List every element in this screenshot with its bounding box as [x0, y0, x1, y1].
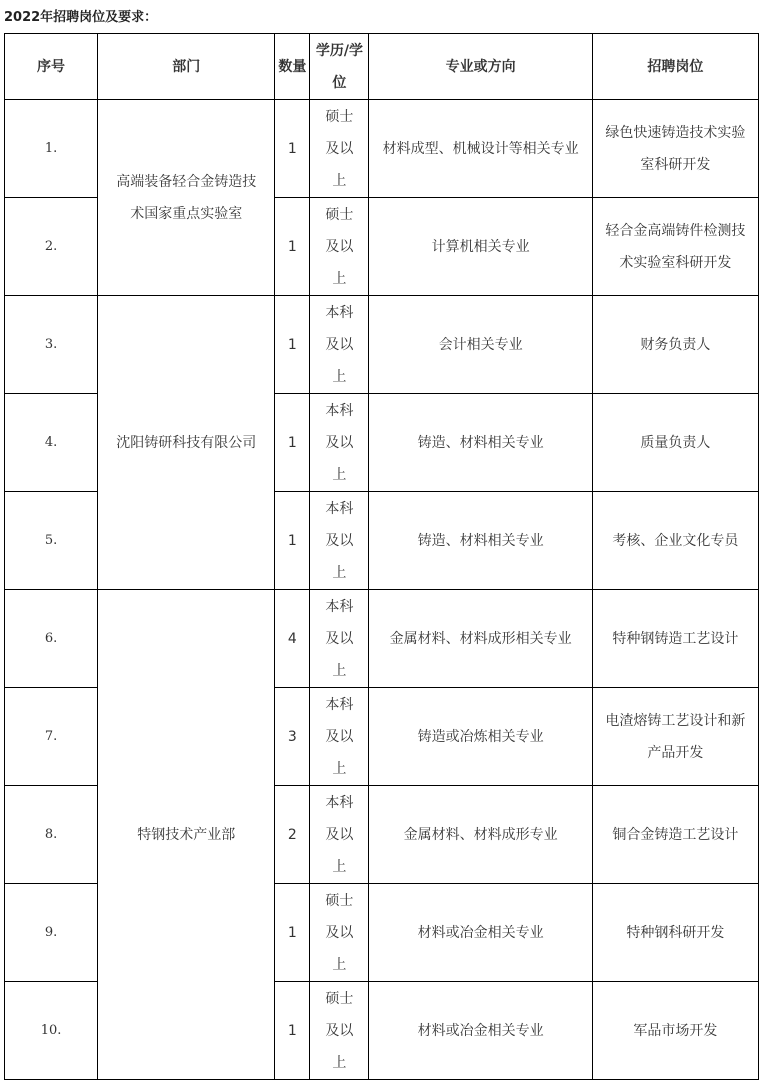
- row-seq: 6.: [5, 590, 98, 688]
- row-edu: 本科及以上: [310, 786, 369, 884]
- row-edu: 本科及以上: [310, 296, 369, 394]
- row-edu: 硕士及以上: [310, 982, 369, 1080]
- row-major: 铸造、材料相关专业: [369, 492, 592, 590]
- row-position: 电渣熔铸工艺设计和新产品开发: [592, 688, 758, 786]
- row-count: 2: [275, 786, 310, 884]
- table-header-row: [5, 34, 759, 100]
- row-edu: 本科及以上: [310, 688, 369, 786]
- intro-text: 2022年招聘岗位及要求：: [4, 10, 158, 25]
- row-major: 铸造、材料相关专业: [369, 394, 592, 492]
- header-count: 数量: [275, 34, 310, 100]
- header-dept: 部门: [98, 34, 275, 100]
- row-edu: 本科及以上: [310, 590, 369, 688]
- header-major: 专业或方向: [369, 34, 592, 100]
- header-position: 招聘岗位: [592, 34, 758, 100]
- row-seq: 10.: [5, 982, 98, 1080]
- row-edu: 硕士及以上: [310, 100, 369, 198]
- row-major: 金属材料、材料成形专业: [369, 786, 592, 884]
- row-count: 1: [275, 394, 310, 492]
- row-count: 1: [275, 492, 310, 590]
- dept-cell: 高端装备轻合金铸造技术国家重点实验室: [98, 100, 275, 296]
- row-position: 军品市场开发: [592, 982, 758, 1080]
- row-count: 1: [275, 296, 310, 394]
- row-position: 轻合金高端铸件检测技术实验室科研开发: [592, 198, 758, 296]
- row-seq: 2.: [5, 198, 98, 296]
- row-seq: 9.: [5, 884, 98, 982]
- row-count: 3: [275, 688, 310, 786]
- row-major: 金属材料、材料成形相关专业: [369, 590, 592, 688]
- table-row: [5, 296, 759, 394]
- row-position: 特种钢科研开发: [592, 884, 758, 982]
- row-position: 考核、企业文化专员: [592, 492, 758, 590]
- row-position: 绿色快速铸造技术实验室科研开发: [592, 100, 758, 198]
- row-count: 1: [275, 198, 310, 296]
- table-row: [5, 590, 759, 688]
- row-major: 材料或冶金相关专业: [369, 884, 592, 982]
- row-count: 1: [275, 884, 310, 982]
- row-seq: 8.: [5, 786, 98, 884]
- row-seq: 4.: [5, 394, 98, 492]
- row-edu: 硕士及以上: [310, 198, 369, 296]
- row-position: 质量负责人: [592, 394, 758, 492]
- row-position: 财务负责人: [592, 296, 758, 394]
- row-count: 1: [275, 982, 310, 1080]
- recruitment-table: [4, 33, 759, 1080]
- row-edu: 本科及以上: [310, 394, 369, 492]
- row-position: 铜合金铸造工艺设计: [592, 786, 758, 884]
- dept-cell: 沈阳铸研科技有限公司: [98, 296, 275, 590]
- row-major: 材料成型、机械设计等相关专业: [369, 100, 592, 198]
- dept-cell: 特钢技术产业部: [98, 590, 275, 1080]
- row-count: 4: [275, 590, 310, 688]
- row-seq: 5.: [5, 492, 98, 590]
- row-major: 会计相关专业: [369, 296, 592, 394]
- row-position: 特种钢铸造工艺设计: [592, 590, 758, 688]
- row-edu: 硕士及以上: [310, 884, 369, 982]
- row-seq: 3.: [5, 296, 98, 394]
- row-edu: 本科及以上: [310, 492, 369, 590]
- table-row: [5, 100, 759, 198]
- row-seq: 1.: [5, 100, 98, 198]
- row-major: 计算机相关专业: [369, 198, 592, 296]
- row-count: 1: [275, 100, 310, 198]
- row-major: 材料或冶金相关专业: [369, 982, 592, 1080]
- row-major: 铸造或冶炼相关专业: [369, 688, 592, 786]
- row-seq: 7.: [5, 688, 98, 786]
- header-edu: 学历/学位: [310, 34, 369, 100]
- header-seq: 序号: [5, 34, 98, 100]
